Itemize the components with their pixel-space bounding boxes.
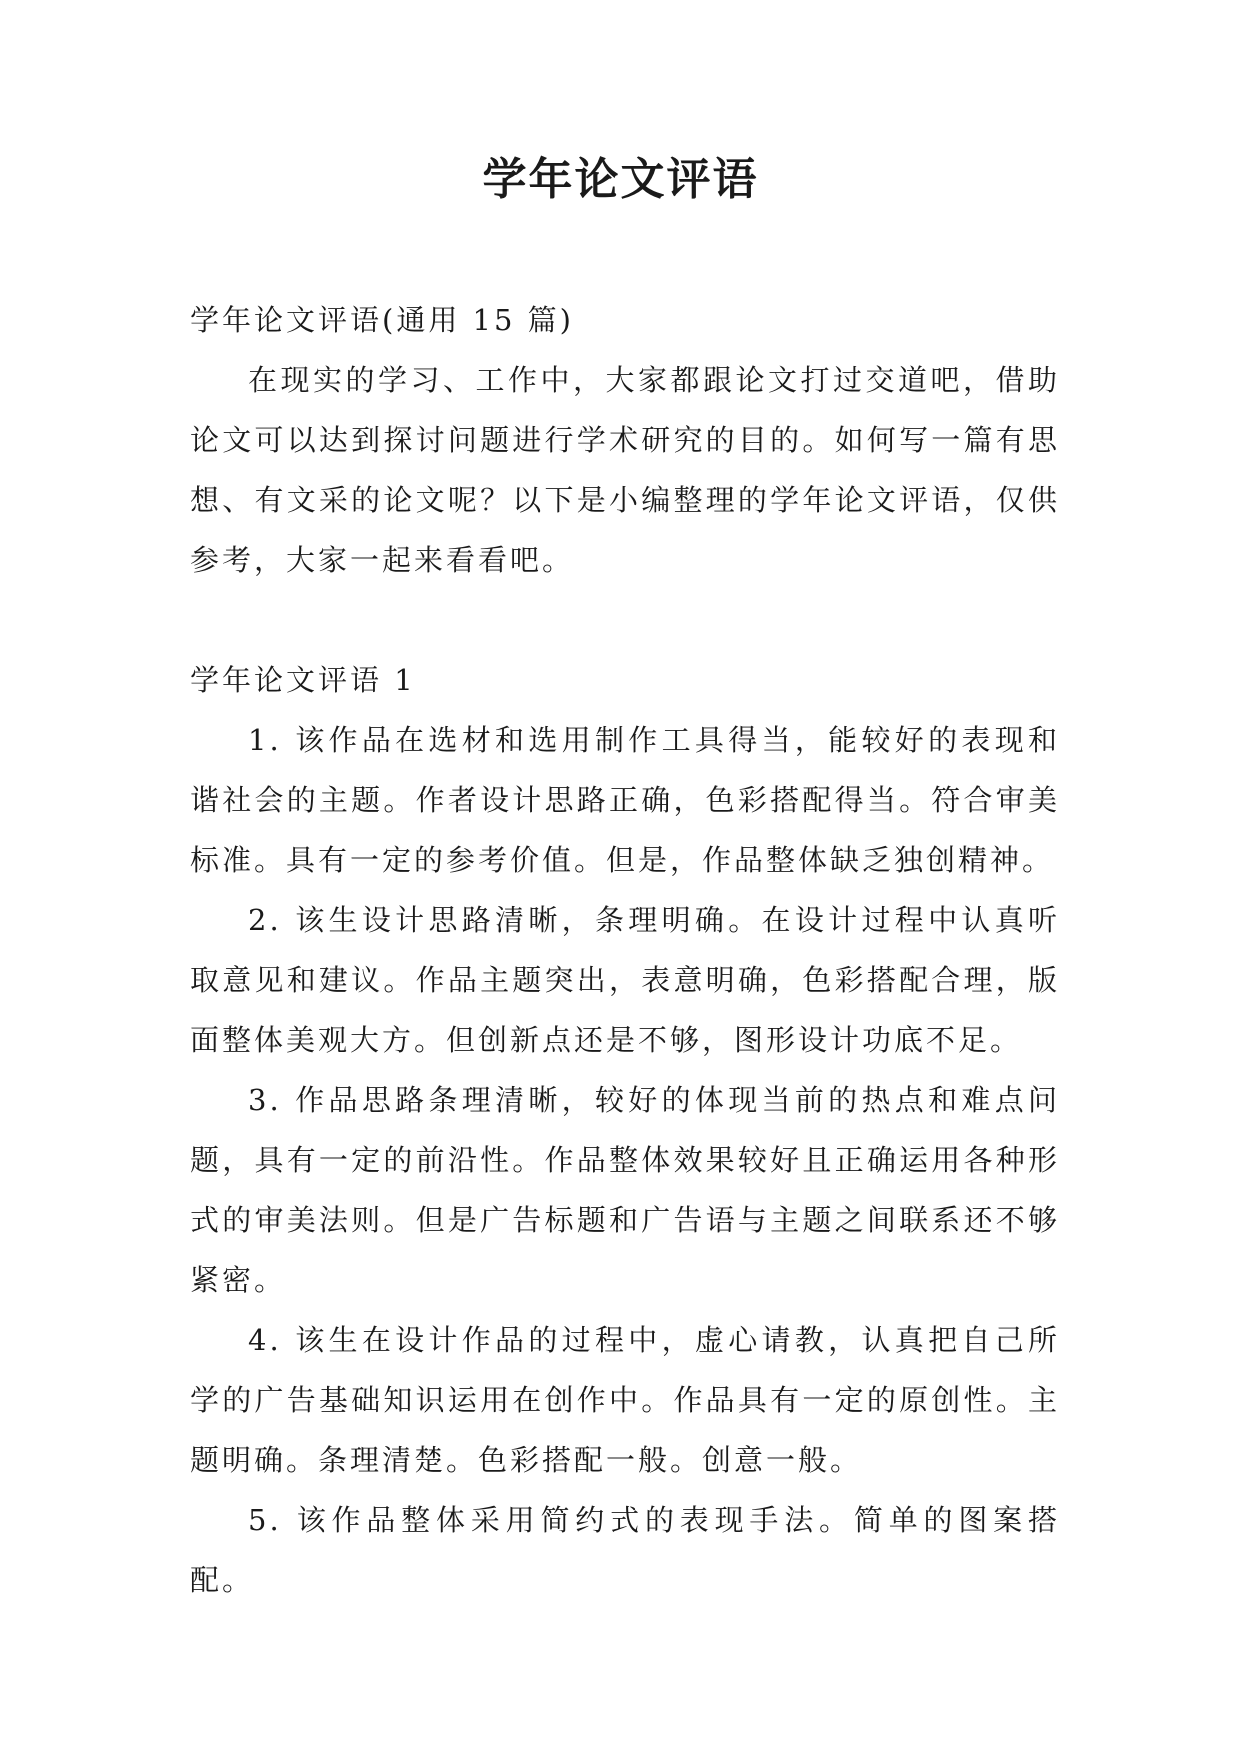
comment-item-2: 2. 该生设计思路清晰，条理明确。在设计过程中认真听取意见和建议。作品主题突出，表意明确，色彩搭配合理，版面整体美观大方。但创新点还是不够，图形设计功底不足。 [190,903,1060,1057]
document-body [190,290,1060,1610]
intro-paragraph: 在现实的学习、工作中，大家都跟论文打过交道吧，借助论文可以达到探讨问题进行学术研究的目的。如何写一篇有思想、有文采的论文呢？以下是小编整理的学年论文评语，仅供参考，大家一起来看看吧。 [190,363,1060,577]
comment-item-4: 4. 该生在设计作品的过程中，虚心请教，认真把自己所学的广告基础知识运用在创作中。作品具有一定的原创性。主题明确。条理清楚。色彩搭配一般。创意一般。 [190,1323,1060,1477]
section-heading: 学年论文评语 1 [190,663,416,697]
document-title: 学年论文评语 [482,154,759,205]
comment-item-5: 5. 该作品整体采用简约式的表现手法。简单的图案搭配。 [190,1503,1060,1597]
comment-item-1: 1. 该作品在选材和选用制作工具得当，能较好的表现和谐社会的主题。作者设计思路正确，色彩搭配得当。符合审美标准。具有一定的参考价值。但是，作品整体缺乏独创精神。 [190,723,1060,877]
document-subtitle: 学年论文评语(通用 15 篇) [190,303,574,337]
comment-item-3: 3. 作品思路条理清晰，较好的体现当前的热点和难点问题，具有一定的前沿性。作品整体效果较好且正确运用各种形式的审美法则。但是广告标题和广告语与主题之间联系还不够紧密。 [190,1083,1060,1297]
section-spacer [190,590,1060,650]
